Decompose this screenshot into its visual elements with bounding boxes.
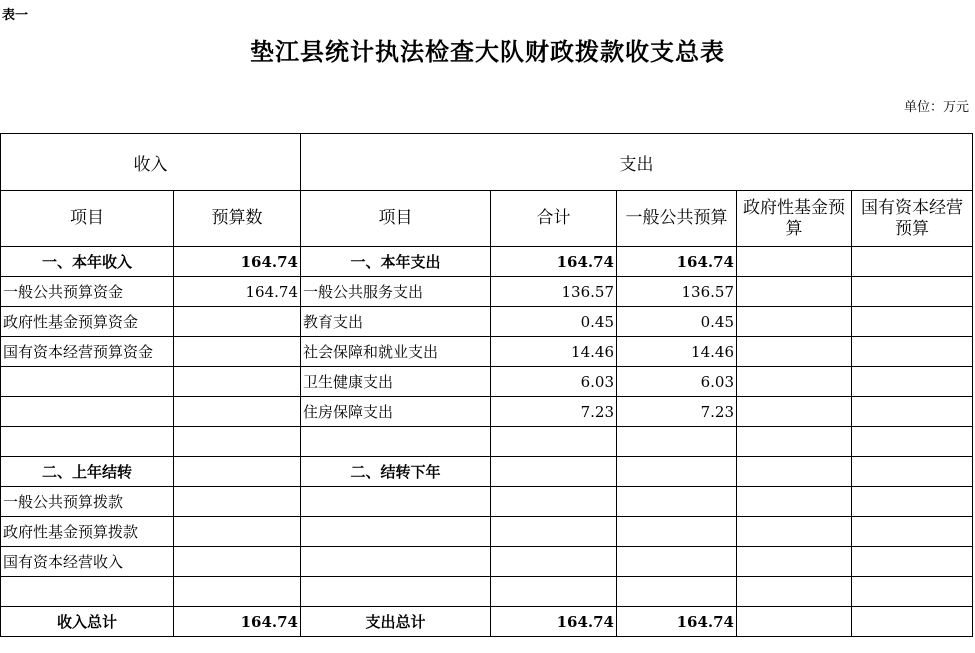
state-capital-budget-cell [852,607,973,637]
income-item-cell [1,367,174,397]
income-amount-cell [174,577,301,607]
income-header: 收入 [1,134,301,191]
income-item-cell: 一、本年收入 [1,247,174,277]
expense-item-cell: 住房保障支出 [301,397,491,427]
fund-budget-cell [737,457,852,487]
col-header-expense-item: 项目 [301,191,491,247]
general-budget-cell [617,487,737,517]
col-header-income-item: 项目 [1,191,174,247]
table-row [1,517,973,547]
income-item-cell [1,427,174,457]
income-amount-cell [174,307,301,337]
general-budget-cell [617,547,737,577]
general-budget-cell [617,457,737,487]
expense-item-cell [301,487,491,517]
expense-item-cell: 一、本年支出 [301,247,491,277]
table-row [1,247,973,277]
expense-item-cell [301,517,491,547]
table-row [1,337,973,367]
general-budget-cell [617,427,737,457]
table-row [1,397,973,427]
state-capital-budget-cell [852,247,973,277]
expense-item-cell: 一般公共服务支出 [301,277,491,307]
fund-budget-cell [737,517,852,547]
state-capital-budget-cell [852,517,973,547]
income-amount-cell [174,367,301,397]
fund-budget-cell [737,577,852,607]
table-row [1,427,973,457]
expense-item-cell: 支出总计 [301,607,491,637]
expense-total-cell: 136.57 [491,277,617,307]
fund-budget-cell [737,337,852,367]
expense-item-cell [301,577,491,607]
general-budget-cell: 14.46 [617,337,737,367]
fund-budget-cell [737,487,852,517]
header-row-group [1,134,973,191]
general-budget-cell [617,517,737,547]
budget-table [0,133,973,637]
expense-total-cell: 0.45 [491,307,617,337]
income-amount-cell: 164.74 [174,607,301,637]
expense-total-cell [491,457,617,487]
fund-budget-cell [737,307,852,337]
income-item-cell [1,397,174,427]
state-capital-budget-cell [852,307,973,337]
col-header-general-budget: 一般公共预算 [617,191,737,247]
page-title: 垫江县统计执法检查大队财政拨款收支总表 [250,37,725,66]
table-row [1,277,973,307]
income-item-cell: 国有资本经营收入 [1,547,174,577]
expense-total-cell [491,427,617,457]
income-amount-cell [174,457,301,487]
fund-budget-cell [737,367,852,397]
expense-total-cell: 164.74 [491,247,617,277]
state-capital-budget-cell [852,277,973,307]
col-header-budget: 预算数 [174,191,301,247]
income-item-cell: 政府性基金预算资金 [1,307,174,337]
general-budget-cell: 164.74 [617,607,737,637]
expense-item-cell: 卫生健康支出 [301,367,491,397]
income-item-cell: 一般公共预算拨款 [1,487,174,517]
col-header-state-capital-budget: 国有资本经营预算 [852,191,973,247]
income-item-cell: 一般公共预算资金 [1,277,174,307]
income-amount-cell: 164.74 [174,247,301,277]
income-item-cell: 二、上年结转 [1,457,174,487]
general-budget-cell: 0.45 [617,307,737,337]
general-budget-cell [617,577,737,607]
table-row [1,487,973,517]
income-amount-cell [174,397,301,427]
col-header-fund-budget: 政府性基金预算 [737,191,852,247]
expense-total-cell: 7.23 [491,397,617,427]
state-capital-budget-cell [852,427,973,457]
table-row [1,367,973,397]
fund-budget-cell [737,277,852,307]
income-amount-cell [174,487,301,517]
general-budget-cell: 164.74 [617,247,737,277]
income-item-cell: 国有资本经营预算资金 [1,337,174,367]
general-budget-cell: 7.23 [617,397,737,427]
table-row [1,607,973,637]
expense-item-cell: 教育支出 [301,307,491,337]
income-item-cell: 政府性基金预算拨款 [1,517,174,547]
table-row [1,547,973,577]
income-amount-cell [174,427,301,457]
fund-budget-cell [737,247,852,277]
income-amount-cell [174,337,301,367]
header-row-columns [1,191,973,247]
state-capital-budget-cell [852,547,973,577]
fund-budget-cell [737,427,852,457]
expense-total-cell: 14.46 [491,337,617,367]
state-capital-budget-cell [852,367,973,397]
expense-item-cell [301,427,491,457]
table-body [1,247,973,637]
income-amount-cell [174,547,301,577]
state-capital-budget-cell [852,487,973,517]
unit-label: 单位：万元 [903,100,969,115]
state-capital-budget-cell [852,397,973,427]
table-row [1,307,973,337]
table-row [1,577,973,607]
col-header-total: 合计 [491,191,617,247]
fund-budget-cell [737,397,852,427]
income-item-cell [1,577,174,607]
expense-total-cell [491,547,617,577]
state-capital-budget-cell [852,457,973,487]
fund-budget-cell [737,607,852,637]
table-row [1,457,973,487]
income-amount-cell: 164.74 [174,277,301,307]
general-budget-cell: 136.57 [617,277,737,307]
income-amount-cell [174,517,301,547]
state-capital-budget-cell [852,337,973,367]
income-item-cell: 收入总计 [1,607,174,637]
expense-item-cell [301,547,491,577]
expense-total-cell [491,517,617,547]
expense-total-cell: 164.74 [491,607,617,637]
expense-total-cell: 6.03 [491,367,617,397]
expense-item-cell: 社会保障和就业支出 [301,337,491,367]
expense-header: 支出 [301,134,973,191]
state-capital-budget-cell [852,577,973,607]
fund-budget-cell [737,547,852,577]
table-number: 表一 [2,8,29,23]
expense-total-cell [491,487,617,517]
expense-total-cell [491,577,617,607]
general-budget-cell: 6.03 [617,367,737,397]
expense-item-cell: 二、结转下年 [301,457,491,487]
